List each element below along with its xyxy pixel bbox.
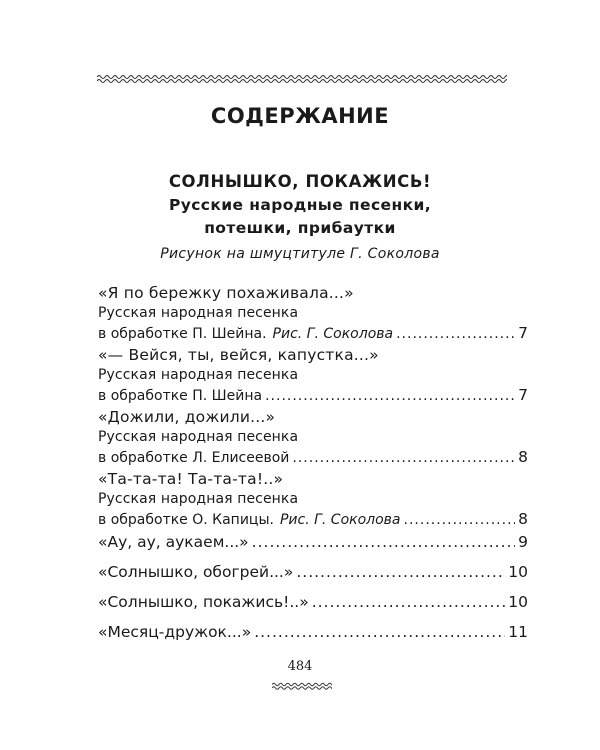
toc-entry-page: 7	[518, 386, 528, 404]
section-header	[0, 170, 600, 265]
toc-entry-title: «Та-та-та! Та-та-та!..»	[98, 470, 284, 488]
dot-leader	[292, 448, 515, 469]
section-illustrator: Рисунок на шмуцтитуле Г. Соколова	[160, 246, 440, 262]
toc-entry-line	[98, 531, 528, 553]
toc-entry-subtitle: Русская народная песенка	[98, 305, 299, 321]
toc-entry[interactable]	[98, 345, 528, 407]
toc-entry-page: 8	[518, 448, 528, 466]
toc-entry-line	[98, 591, 528, 613]
toc-entry-detail: в обработке О. Капицы.	[98, 512, 274, 528]
toc-entry-title: «Дожили, дожили...»	[98, 408, 276, 426]
dot-leader	[252, 531, 515, 553]
toc-entry-detail: в обработке Л. Елисеевой	[98, 450, 290, 466]
toc-entry-page: 8	[518, 510, 528, 528]
toc-entry[interactable]	[98, 621, 528, 643]
toc-entry[interactable]	[98, 561, 528, 583]
toc-entry-title: «Ау, ау, аукаем...»	[98, 533, 249, 551]
toc-entry-title: «Месяц-дружок...»	[98, 623, 252, 641]
toc-entry-title: «Я по бережку похаживала...»	[98, 284, 354, 302]
section-subtitle-line1: Русские народные песенки,	[168, 196, 432, 214]
dot-leader	[296, 561, 505, 583]
toc-entry-page: 11	[508, 623, 528, 641]
toc-entry-illustrator: Рис. Г. Соколова	[272, 326, 394, 342]
toc-entry-line	[98, 385, 528, 407]
page-number: 484	[287, 659, 313, 674]
toc-entry-line	[98, 509, 528, 531]
toc-entry-detail: в обработке П. Шейна.	[98, 326, 267, 342]
toc-entry-subtitle: Русская народная песенка	[98, 367, 299, 383]
toc-entry-line	[98, 323, 528, 345]
dot-leader	[404, 510, 516, 531]
dot-leader	[312, 591, 506, 613]
toc-entry-title: «Солнышко, покажись!..»	[98, 593, 309, 611]
section-subtitle-line2: потешки, прибаутки	[204, 219, 396, 237]
toc-entry-illustrator: Рис. Г. Соколова	[279, 512, 401, 528]
toc-entry[interactable]	[98, 283, 528, 345]
toc-entry-page: 7	[518, 324, 528, 342]
toc-entry-line	[98, 561, 528, 583]
section-title: СОЛНЫШКО, ПОКАЖИСЬ!	[168, 172, 432, 191]
toc-entry-page: 10	[508, 563, 528, 581]
toc-entry-line	[98, 447, 528, 469]
toc-entry[interactable]	[98, 591, 528, 613]
toc-entry-line	[98, 621, 528, 643]
toc-entry-subtitle: Русская народная песенка	[98, 429, 299, 445]
toc-entry-detail: в обработке П. Шейна	[98, 388, 263, 404]
page-title: СОДЕРЖАНИЕ	[210, 104, 390, 128]
toc-entry-page: 10	[508, 593, 528, 611]
toc-entry[interactable]	[98, 469, 528, 531]
toc-entry[interactable]	[98, 531, 528, 553]
top-wave-ornament-icon	[97, 72, 507, 86]
toc-entry-title: «— Вейся, ты, вейся, капустка...»	[98, 346, 379, 364]
dot-leader	[396, 324, 515, 345]
bottom-wave-ornament-icon	[272, 681, 332, 691]
toc-entry-page: 9	[518, 533, 528, 551]
toc-entry-title: «Солнышко, обогрей...»	[98, 563, 294, 581]
table-of-contents	[98, 283, 528, 643]
dot-leader	[265, 386, 515, 407]
toc-entry[interactable]	[98, 407, 528, 469]
toc-entry-subtitle: Русская народная песенка	[98, 491, 299, 507]
dot-leader	[254, 621, 505, 643]
